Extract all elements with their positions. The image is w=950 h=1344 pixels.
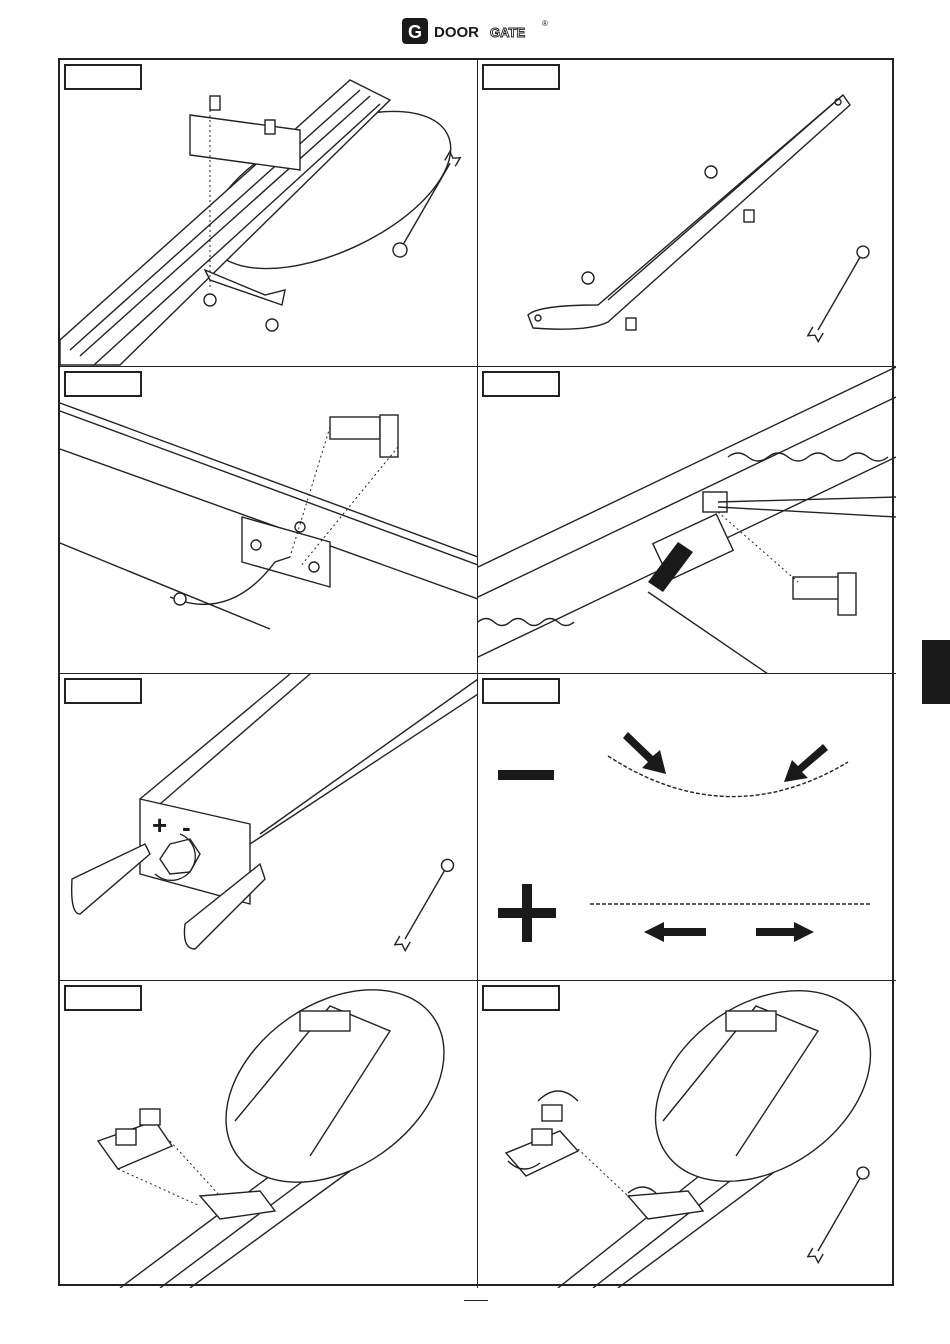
chain-tension-nut-illustration [60, 674, 478, 981]
wrench-icon [808, 244, 871, 342]
page-header [0, 12, 950, 48]
motor-head-tighten-illustration [478, 981, 896, 1288]
panel-door-bracket-pin [60, 367, 478, 674]
logo-registered: ® [542, 19, 548, 28]
wrench-icon [808, 1165, 871, 1263]
minus-symbol [498, 770, 554, 780]
wrench-icon [395, 857, 456, 950]
bracket-mount-illustration [60, 60, 478, 367]
motor-head-mount-illustration [60, 981, 478, 1288]
plus-symbol-small: + [152, 810, 168, 840]
logo-icon-letter: G [407, 22, 423, 42]
panel-motor-head-tighten [478, 981, 896, 1288]
arrow-left-icon [644, 922, 706, 942]
panel-bracket-mount [60, 60, 478, 367]
door-arm-illustration [478, 60, 896, 367]
panel-motor-head-mount [60, 981, 478, 1288]
instruction-grid [58, 58, 894, 1286]
page-number [464, 1300, 488, 1305]
logo-text-gate: GATE [490, 25, 526, 40]
logo-text-door: DOOR [434, 24, 479, 41]
carriage-pin-illustration [478, 367, 896, 674]
door-bracket-pin-illustration [60, 367, 478, 674]
section-tab [922, 640, 950, 704]
doorgate-logo [402, 16, 552, 46]
arrow-right-down-icon [623, 732, 666, 774]
panel-chain-tension [478, 674, 896, 981]
arrow-right-icon [756, 922, 814, 942]
minus-symbol-small: - [182, 812, 191, 842]
chain-tension-symbols [478, 674, 896, 981]
panel-carriage-pin [478, 367, 896, 674]
panel-door-arm [478, 60, 896, 367]
panel-chain-tension-nut [60, 674, 478, 981]
